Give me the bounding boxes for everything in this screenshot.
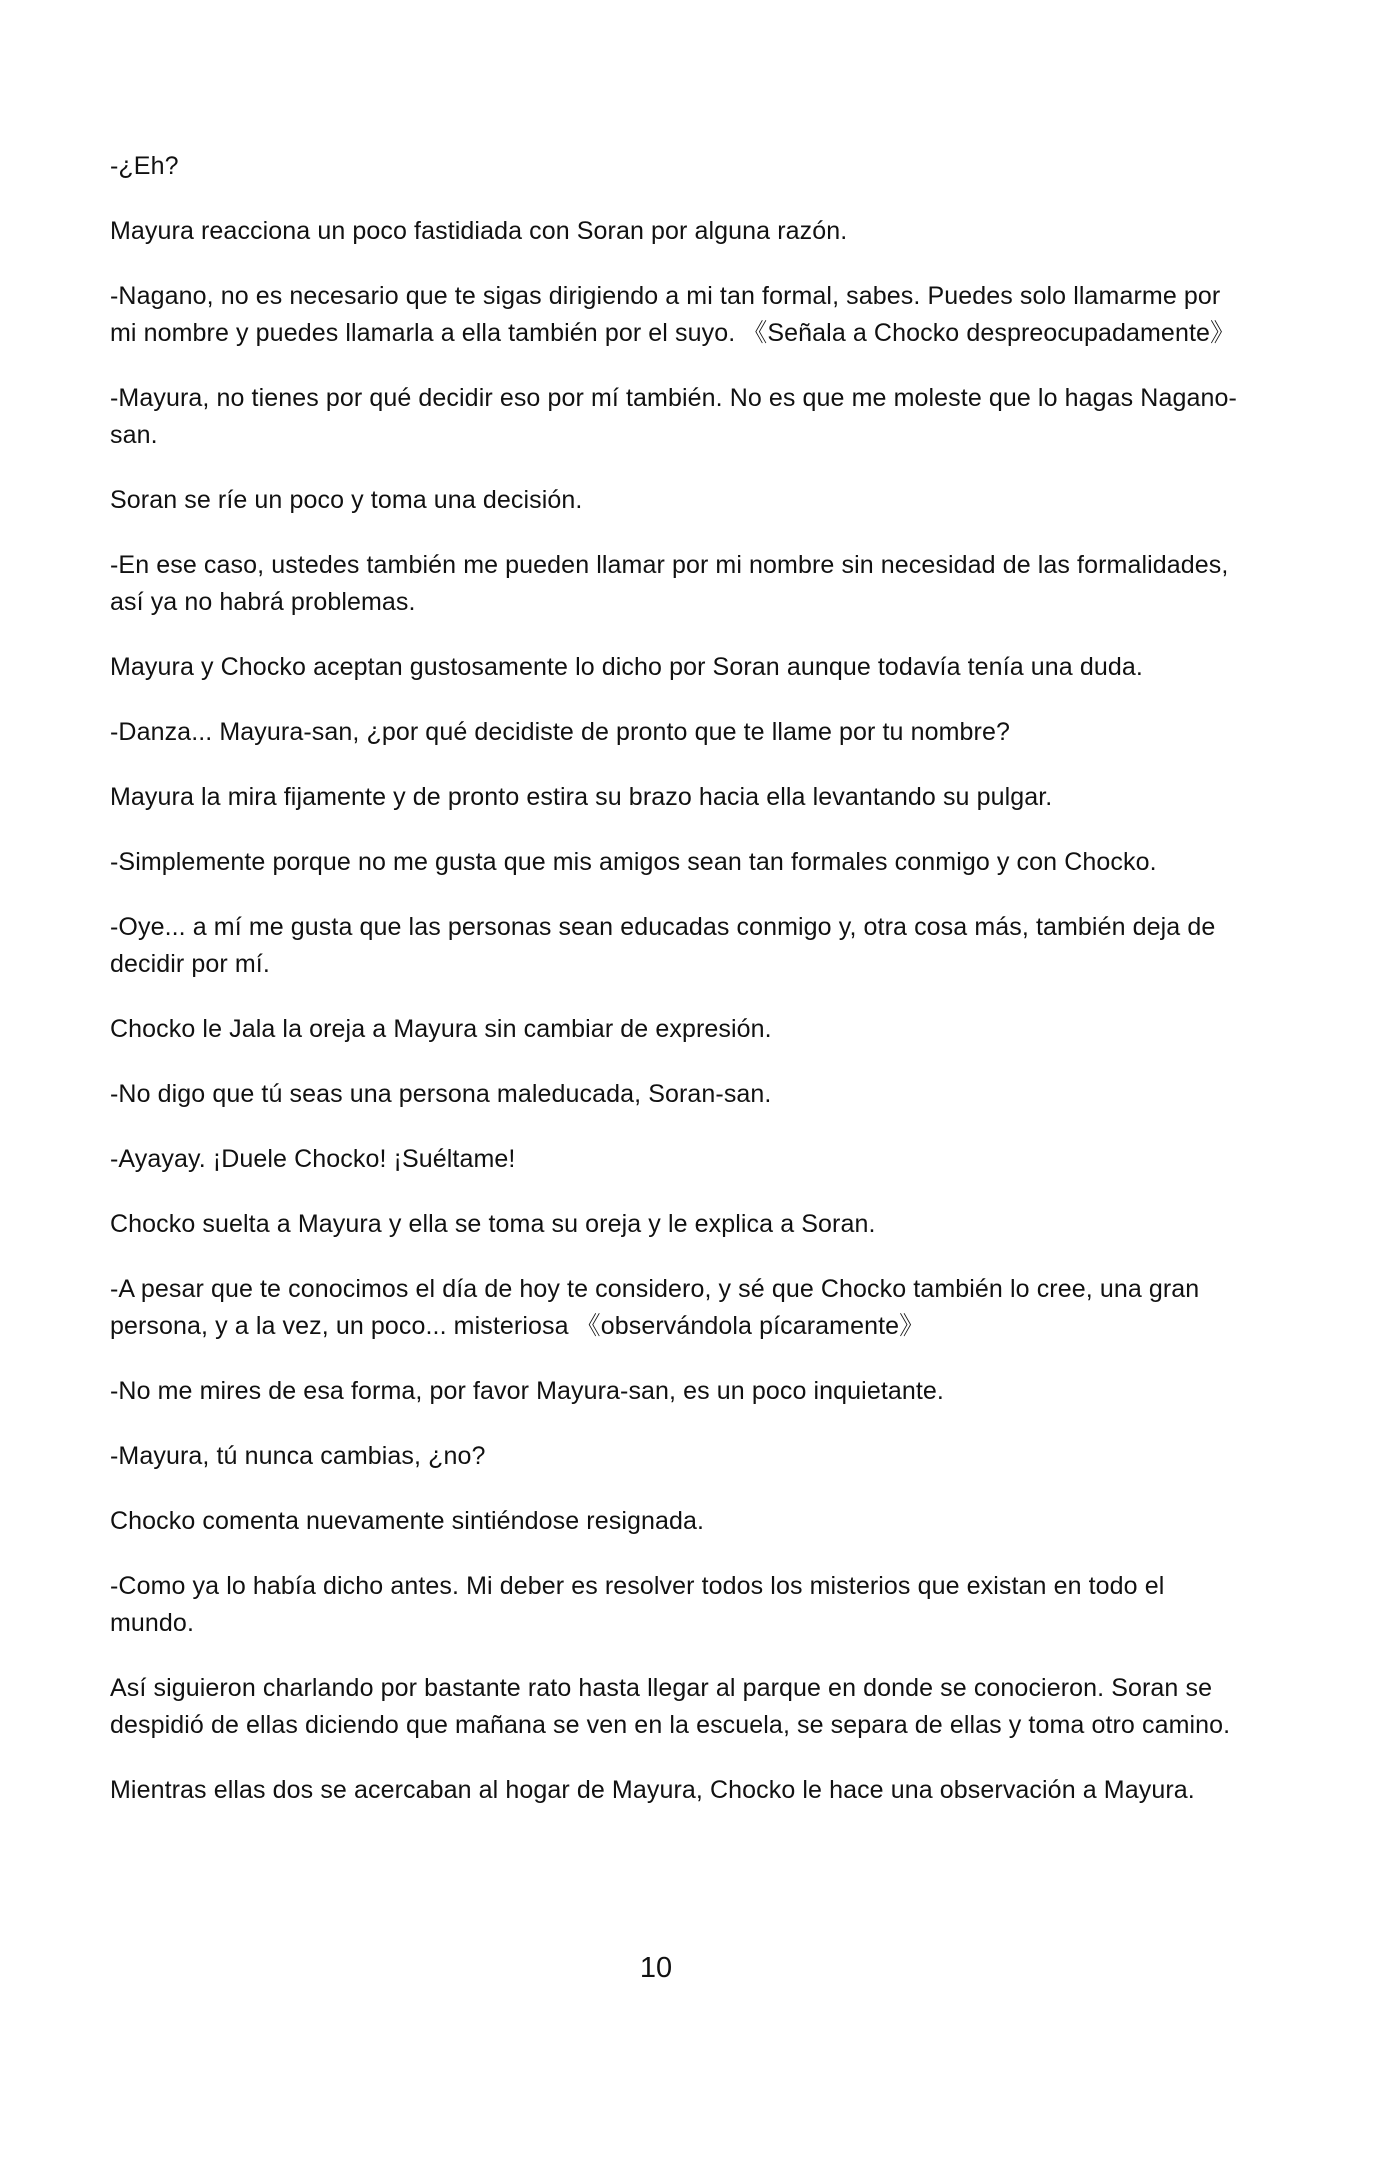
paragraph: -Como ya lo había dicho antes. Mi deber es resolver todos los misterios que existan en todo el mundo. [110,1572,1165,1637]
paragraph: -Mayura, no tienes por qué decidir eso por mí también. No es que me moleste que lo hagas Nagano-san. [110,384,1237,449]
paragraph: -Nagano, no es necesario que te sigas dirigiendo a mi tan formal, sabes. Puedes solo llamarme por mi nombre y puedes llamarla a ella también por el suyo. 《Señala a Chocko despreocupadamente》 [110,282,1236,347]
paragraph: -A pesar que te conocimos el día de hoy te considero, y sé que Chocko también lo cree, una gran persona, y a la vez, un poco... misteriosa 《observándola pícaramente》 [110,1275,1200,1340]
paragraph: Chocko comenta nuevamente sintiéndose resignada. [110,1507,705,1535]
paragraph: -No me mires de esa forma, por favor Mayura-san, es un poco inquietante. [110,1377,944,1405]
paragraph: -En ese caso, ustedes también me pueden llamar por mi nombre sin necesidad de las formalidades, así ya no habrá problemas. [110,551,1229,616]
paragraph: Soran se ríe un poco y toma una decisión. [110,486,583,514]
paragraph: Chocko suelta a Mayura y ella se toma su oreja y le explica a Soran. [110,1210,876,1238]
paragraph: Mayura y Chocko aceptan gustosamente lo dicho por Soran aunque todavía tenía una duda. [110,653,1143,681]
paragraph: Mientras ellas dos se acercaban al hogar de Mayura, Chocko le hace una observación a Mayura. [110,1776,1195,1804]
paragraph: Mayura reacciona un poco fastidiada con Soran por alguna razón. [110,217,848,245]
paragraph: -¿Eh? [110,152,179,180]
paragraph: -No digo que tú seas una persona maleducada, Soran-san. [110,1080,772,1108]
paragraph: -Ayayay. ¡Duele Chocko! ¡Suéltame! [110,1145,516,1173]
paragraph: -Mayura, tú nunca cambias, ¿no? [110,1442,486,1470]
paragraph: Mayura la mira fijamente y de pronto estira su brazo hacia ella levantando su pulgar. [110,783,1053,811]
paragraph: -Simplemente porque no me gusta que mis amigos sean tan formales conmigo y con Chocko. [110,848,1157,876]
paragraph: -Danza... Mayura-san, ¿por qué decidiste de pronto que te llame por tu nombre? [110,718,1010,746]
paragraph: Así siguieron charlando por bastante rato hasta llegar al parque en donde se conocieron. Soran se despidió de ellas diciendo que mañana se ven en la escuela, se separa de ellas y toma otro camino. [110,1674,1231,1739]
page-number: 10 [639,1952,673,1984]
paragraph: -Oye... a mí me gusta que las personas sean educadas conmigo y, otra cosa más, también deja de decidir por mí. [110,913,1216,978]
paragraph: Chocko le Jala la oreja a Mayura sin cambiar de expresión. [110,1015,772,1043]
page-body [110,148,1245,1837]
